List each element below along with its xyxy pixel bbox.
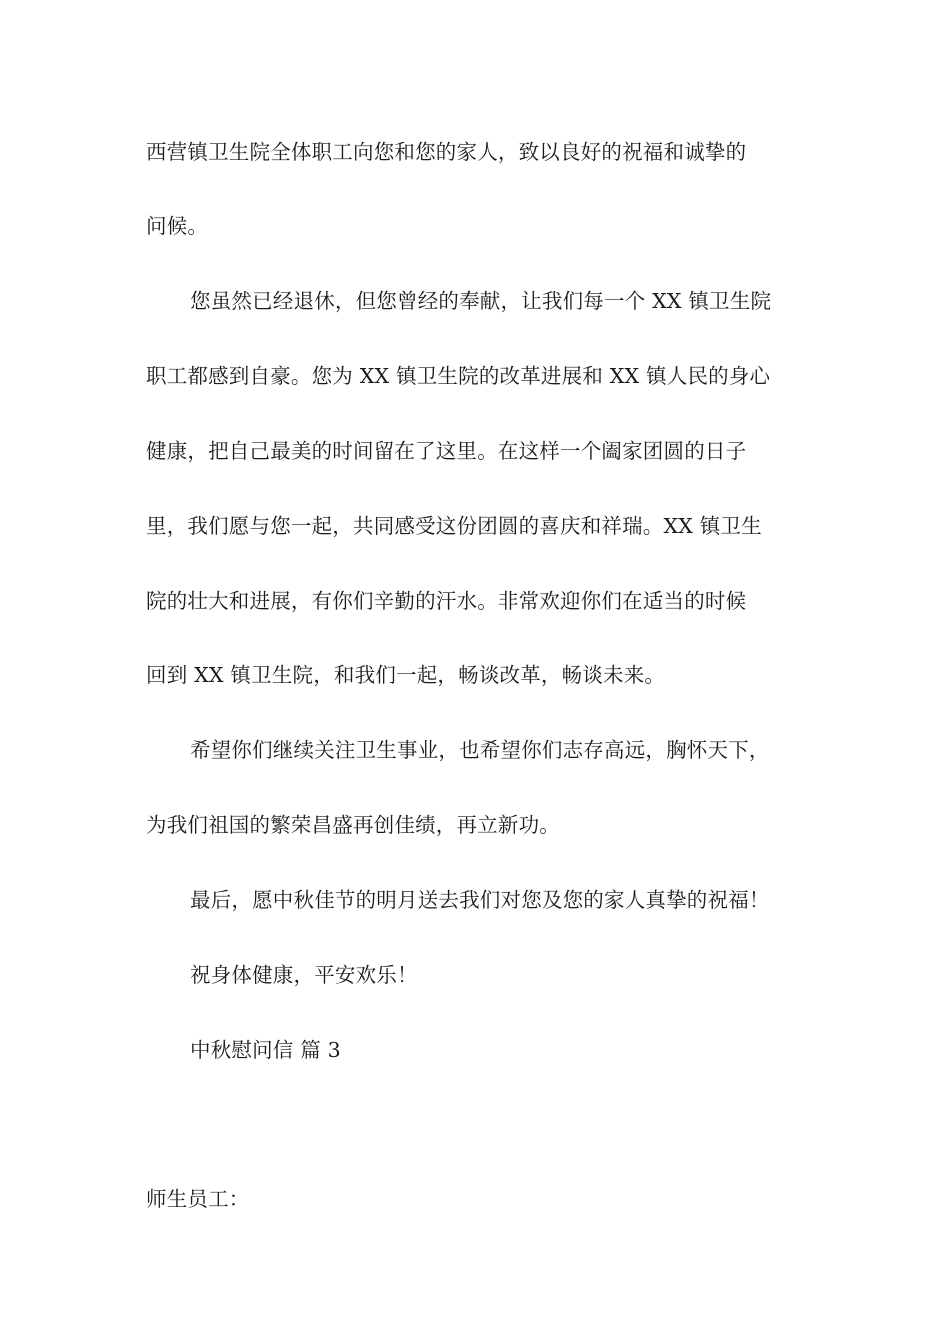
paragraph-line: 院的壮大和进展，有你们辛勤的汗水。非常欢迎你们在适当的时候: [146, 589, 747, 613]
paragraph-line: 您虽然已经退休，但您曾经的奉献，让我们每一个 XX 镇卫生院: [190, 289, 772, 313]
paragraph-line: 为我们祖国的繁荣昌盛再创佳绩，再立新功。: [146, 813, 560, 837]
paragraph-line: 祝身体健康，平安欢乐！: [190, 963, 418, 987]
paragraph-line: 最后，愿中秋佳节的明月送去我们对您及您的家人真挚的祝福！: [190, 888, 770, 912]
paragraph-line: 西营镇卫生院全体职工向您和您的家人，致以良好的祝福和诚挚的: [146, 140, 747, 164]
paragraph-line: 健康，把自己最美的时间留在了这里。在这样一个阖家团圆的日子: [146, 439, 747, 463]
section-heading: 中秋慰问信 篇 3: [190, 1038, 341, 1062]
paragraph-line: 里，我们愿与您一起，共同感受这份团圆的喜庆和祥瑞。XX 镇卫生: [146, 514, 762, 538]
paragraph-line: 职工都感到自豪。您为 XX 镇卫生院的改革进展和 XX 镇人民的身心: [146, 364, 771, 388]
paragraph-line: 回到 XX 镇卫生院，和我们一起，畅谈改革，畅谈未来。: [146, 663, 666, 687]
paragraph-line: 希望你们继续关注卫生事业，也希望你们志存高远，胸怀天下，: [190, 738, 770, 762]
salutation: 师生员工：: [146, 1187, 250, 1211]
paragraph-line: 问候。: [146, 214, 209, 238]
